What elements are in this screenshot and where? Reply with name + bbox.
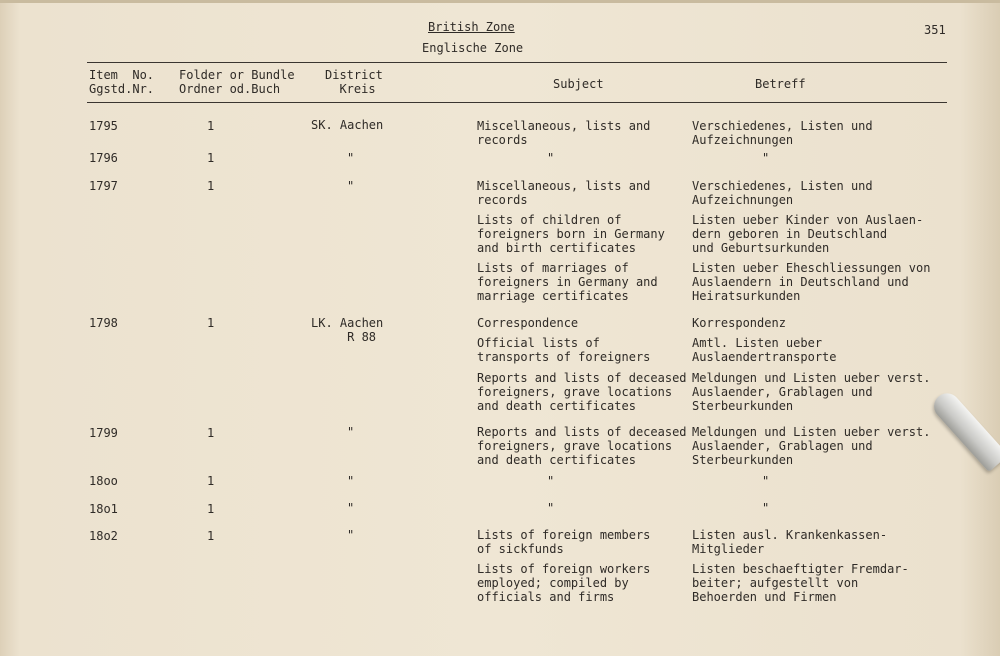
item-number: 1799 — [89, 426, 118, 440]
zone-title: British Zone — [428, 20, 515, 34]
item-number: 18o2 — [89, 529, 118, 543]
column-header-item: Item No. Ggstd.Nr. — [89, 68, 155, 96]
subject-entry: Official lists of transports of foreigners — [477, 336, 651, 364]
subject-entry: Correspondence — [477, 316, 579, 330]
pen-tip — [929, 388, 1000, 472]
page-edge — [0, 0, 1000, 3]
district: LK. Aachen R 88 — [311, 316, 384, 344]
betreff-entry: Listen ueber Eheschliessungen von Auslaendern in Deutschland und Heiratsurkunden — [692, 261, 931, 303]
betreff-entry: Meldungen und Listen ueber verst. Auslaender, Grablagen und Sterbeurkunden — [692, 371, 931, 413]
betreff-entry: Listen ueber Kinder von Auslaen- dern geboren in Deutschland und Geburtsurkunden — [692, 213, 924, 255]
folder-number: 1 — [207, 119, 215, 133]
folder-number: 1 — [207, 179, 215, 193]
subject-entry: Reports and lists of deceased foreigners, grave locations and death certificates — [477, 371, 687, 413]
subject-entry: Lists of foreign members of sickfunds — [477, 528, 651, 556]
folder-number: 1 — [207, 316, 215, 330]
item-number: 1797 — [89, 179, 118, 193]
district-ditto: " — [347, 151, 355, 165]
zone-subtitle: Englische Zone — [422, 41, 524, 55]
betreff-entry: Amtl. Listen ueber Auslaendertransporte — [692, 336, 837, 364]
subject-ditto: " — [547, 474, 555, 488]
betreff-entry: Listen beschaeftigter Fremdar- beiter; aufgestellt von Behoerden und Firmen — [692, 562, 909, 604]
betreff-entry: Meldungen und Listen ueber verst. Auslaender, Grablagen und Sterbeurkunden — [692, 425, 931, 467]
subject-entry: Miscellaneous, lists and records — [477, 119, 651, 147]
page-number: 351 — [924, 23, 946, 37]
subject-entry: Reports and lists of deceased foreigners, grave locations and death certificates — [477, 425, 687, 467]
subject-entry: Lists of children of foreigners born in Germany and birth certificates — [477, 213, 665, 255]
subject-entry: Lists of marriages of foreigners in Germany and marriage certificates — [477, 261, 658, 303]
item-number: 1796 — [89, 151, 118, 165]
betreff-ditto: " — [762, 501, 770, 515]
header-rule-top — [87, 62, 947, 63]
district: SK. Aachen — [311, 118, 384, 132]
folder-number: 1 — [207, 426, 215, 440]
betreff-entry: Listen ausl. Krankenkassen- Mitglieder — [692, 528, 888, 556]
subject-ditto: " — [547, 501, 555, 515]
district-ditto: " — [347, 501, 355, 515]
subject-ditto: " — [547, 151, 555, 165]
item-number: 1795 — [89, 119, 118, 133]
district-ditto: " — [347, 528, 355, 542]
column-header-subject: Subject — [553, 77, 604, 91]
column-header-betreff: Betreff — [755, 77, 806, 91]
column-header-folder: Folder or Bundle Ordner od.Buch — [179, 68, 295, 96]
betreff-ditto: " — [762, 151, 770, 165]
folder-number: 1 — [207, 529, 215, 543]
betreff-entry: Verschiedenes, Listen und Aufzeichnungen — [692, 119, 873, 147]
folder-number: 1 — [207, 151, 215, 165]
folder-number: 1 — [207, 474, 215, 488]
betreff-entry: Verschiedenes, Listen und Aufzeichnungen — [692, 179, 873, 207]
betreff-ditto: " — [762, 474, 770, 488]
item-number: 18oo — [89, 474, 118, 488]
district-ditto: " — [347, 474, 355, 488]
item-number: 18o1 — [89, 502, 118, 516]
header-rule-bottom — [87, 102, 947, 103]
district-ditto: " — [347, 179, 355, 193]
betreff-entry: Korrespondenz — [692, 316, 786, 330]
subject-entry: Lists of foreign workers employed; compiled by officials and firms — [477, 562, 651, 604]
item-number: 1798 — [89, 316, 118, 330]
folder-number: 1 — [207, 502, 215, 516]
subject-entry: Miscellaneous, lists and records — [477, 179, 651, 207]
column-header-district: District Kreis — [325, 68, 383, 96]
district-ditto: " — [347, 425, 355, 439]
